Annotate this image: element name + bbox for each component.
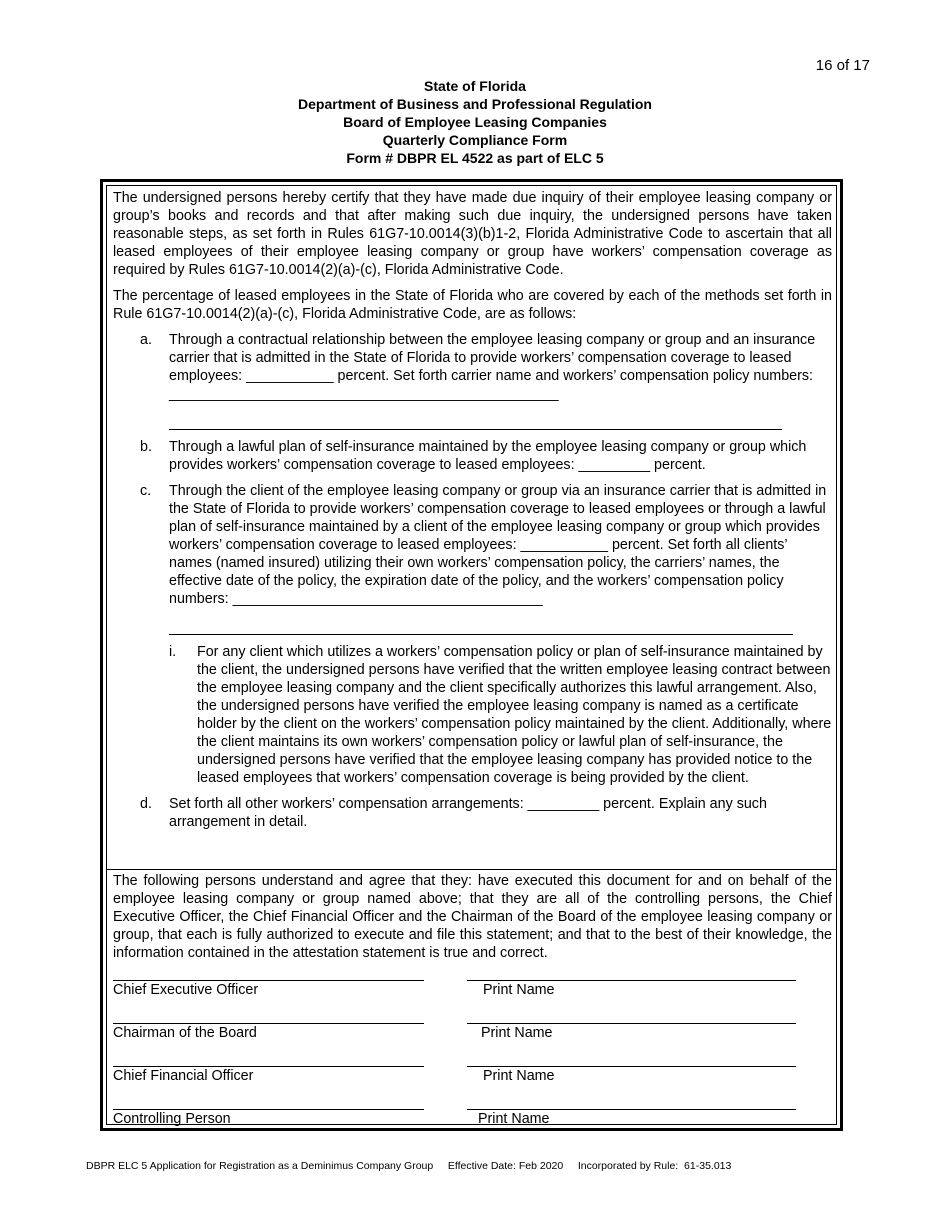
method-b-marker: b. [140, 439, 152, 455]
attestation-section [107, 870, 836, 1127]
method-c-marker: c. [140, 483, 152, 499]
method-a-text: Through a contractual relationship between the employee leasing company or group and an insurance carrier that is admitted in the State of Florida to provide workers’ compensation coverage to leased employees: ___________ percent. Set forth carrier name and workers’ compensation policy numbers: _________________________________________________ [169, 332, 816, 402]
header-state: State of Florida [424, 78, 526, 94]
method-d [113, 795, 832, 831]
method-c-text: Through the client of the employee leasing company or group via an insurance carrier that is admitted in the State of Florida to provide workers’ compensation coverage to leased employees or through a lawful plan of self-insurance maintained by a client of the employee leasing company or group which provides workers’ compensation coverage to leased employees: ___________ percent. Set forth all clients’ names (named insured) utilizing their own workers’ compensation policy, the carriers’ names, the effective date of the policy, the expiration date of the policy, and the workers’ compensation policy numbers: _______________________________________ [169, 483, 827, 607]
subitem-i-text: For any client which utilizes a workers’ compensation policy or plan of self-insurance maintained by the client, the undersigned persons have verified that the written employee leasing contract between the employee leasing company and the client specifically authorizes this lawful arrangement. Also, the undersigned persons have verified the employee leasing company is named as a certificate holder by the client on the workers’ compensation policy maintained by the client. Additionally, where the client maintains its own workers’ compensation policy or lawful plan of self-insurance, the undersigned persons have verified that the employee leasing company has provided notice to the leased employees that workers’ compensation coverage is being provided by the client. [197, 644, 832, 786]
attestation-paragraph: The following persons understand and agree that they: have executed this document for and on behalf of the employee leasing company or group named above; that they are all of the controlling persons, the Chief Executive Officer, the Chief Financial Officer and the Chairman of the Board of the employee leasing company or group, that each is fully authorized to execute and file this statement; and that to the best of their knowledge, the information contained in the attestation statement is true and correct. [113, 873, 832, 961]
ceo-print-label: Print Name [483, 982, 555, 998]
chairman-label: Chairman of the Board [113, 1025, 257, 1041]
footer-title: DBPR ELC 5 Application for Registration as a Deminimus Company Group [86, 1160, 434, 1172]
page-footer [86, 1160, 731, 1172]
header-board: Board of Employee Leasing Companies [343, 114, 607, 130]
ceo-signature-line[interactable] [113, 980, 424, 981]
method-d-marker: d. [140, 796, 152, 812]
form-header [100, 77, 850, 167]
method-b-text: Through a lawful plan of self-insurance maintained by the employee leasing company or group which provides workers’ compensation coverage to leased employees: _________ percent. [169, 439, 807, 473]
certification-section [107, 186, 836, 870]
method-a-marker: a. [140, 332, 152, 348]
signature-row-controlling [113, 1109, 833, 1149]
page-number: 16 of 17 [815, 57, 870, 74]
ceo-print-name-line[interactable] [467, 980, 796, 981]
chairman-print-label: Print Name [481, 1025, 553, 1041]
method-a [113, 331, 832, 403]
certification-paragraph: The undersigned persons hereby certify that they have made due inquiry of their employee leasing company or group’s books and records and that after making such due inquiry, the undersigned persons have taken reasonable steps, as set forth in Rules 61G7-10.0014(3)(b)1-2, Florida Administrative Code to ascertain that all leased employees of their employee leasing company or group have workers’ compensation coverage as required by Rules 61G7-10.0014(2)(a)-(c), Florida Administrative Code. [113, 190, 832, 278]
method-a-extra-line[interactable] [169, 411, 782, 430]
method-c-extra-line[interactable] [169, 616, 793, 635]
cfo-print-name-line[interactable] [467, 1066, 796, 1067]
method-d-text: Set forth all other workers’ compensation arrangements: _________ percent. Explain any such arrangement in detail. [169, 796, 767, 830]
signature-row-chairman [113, 1023, 833, 1063]
ceo-label: Chief Executive Officer [113, 982, 259, 998]
method-c [113, 482, 832, 608]
form-outer-border [100, 179, 843, 1131]
signature-row-cfo [113, 1066, 833, 1106]
form-inner-border [106, 185, 837, 1125]
header-form-number: Form # DBPR EL 4522 as part of ELC 5 [346, 150, 604, 166]
chairman-print-name-line[interactable] [467, 1023, 796, 1024]
cfo-label: Chief Financial Officer [113, 1068, 254, 1084]
cfo-print-label: Print Name [483, 1068, 555, 1084]
percentage-intro-paragraph: The percentage of leased employees in the State of Florida who are covered by each of the methods set forth in Rule 61G7-10.0014(2)(a)-(c), Florida Administrative Code, are as follows: [113, 288, 832, 322]
controlling-print-name-line[interactable] [467, 1109, 796, 1110]
subitem-i-marker: i. [169, 644, 177, 660]
controlling-label: Controlling Person [113, 1111, 231, 1127]
footer-effective-date: Effective Date: Feb 2020 [447, 1160, 564, 1172]
controlling-signature-line[interactable] [113, 1109, 424, 1110]
cfo-signature-line[interactable] [113, 1066, 424, 1067]
method-b [113, 438, 832, 474]
signature-row-ceo [113, 980, 833, 1020]
header-department: Department of Business and Professional Regulation [298, 96, 652, 112]
method-c-subitem-i [113, 643, 832, 787]
footer-rule: Incorporated by Rule: 61-35.013 [577, 1160, 732, 1172]
header-form-title: Quarterly Compliance Form [382, 132, 568, 148]
chairman-signature-line[interactable] [113, 1023, 424, 1024]
controlling-print-label: Print Name [478, 1111, 550, 1127]
